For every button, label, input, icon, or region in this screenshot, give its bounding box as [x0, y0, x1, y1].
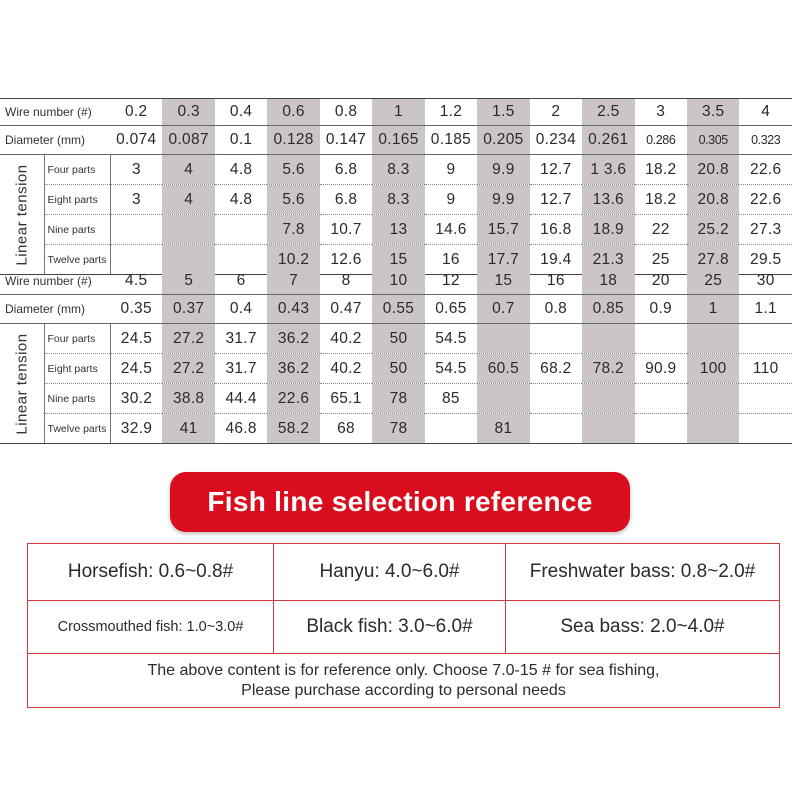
- tension-cell: 22: [635, 215, 687, 245]
- diameter-cell: 0.323: [739, 126, 792, 155]
- tension-cell: 13.6: [582, 185, 634, 215]
- wire-number-label: Wire number (#): [0, 99, 110, 126]
- tension-cell: 25: [635, 245, 687, 275]
- tension-cell: 13: [372, 215, 424, 245]
- wire-number-cell: 12: [425, 268, 477, 295]
- reference-item-hanyu: Hanyu: 4.0~6.0#: [274, 544, 506, 601]
- tension-cell: 9: [425, 155, 477, 185]
- diameter-cell: 0.074: [110, 126, 162, 155]
- diameter-cell: 0.1: [215, 126, 267, 155]
- tension-cell: 46.8: [215, 414, 267, 444]
- tension-cell: 54.5: [425, 354, 477, 384]
- tension-cell: 18.2: [635, 155, 687, 185]
- tension-cell: 12.6: [320, 245, 372, 275]
- wire-number-cell: 8: [320, 268, 372, 295]
- tension-cell: 19.4: [530, 245, 582, 275]
- tension-cell: 10.2: [267, 245, 319, 275]
- tension-row: [0, 414, 792, 444]
- wire-number-row: [0, 268, 792, 295]
- tension-cell: [425, 414, 477, 444]
- tension-row: [0, 155, 792, 185]
- spec-table-1-body: [0, 99, 792, 275]
- tension-cell: 27.2: [162, 324, 214, 354]
- tension-cell: 14.6: [425, 215, 477, 245]
- tension-cell: 16.8: [530, 215, 582, 245]
- tension-cell: 8.3: [372, 155, 424, 185]
- tension-cell: [687, 324, 739, 354]
- tension-cell: 110: [739, 354, 792, 384]
- linear-tension-label: [0, 324, 44, 444]
- tension-cell: 4: [162, 155, 214, 185]
- spec-table-2: [0, 268, 792, 444]
- tension-cell: 58.2: [267, 414, 319, 444]
- tension-cell: [477, 384, 529, 414]
- wire-number-cell: 1.5: [477, 99, 529, 126]
- diameter-cell: 0.4: [215, 295, 267, 324]
- diameter-cell: 0.8: [530, 295, 582, 324]
- tension-cell: [477, 324, 529, 354]
- reference-row: [28, 601, 780, 654]
- tension-cell: 18.2: [635, 185, 687, 215]
- reference-note-row: [28, 654, 780, 708]
- parts-label: Four parts: [44, 324, 110, 354]
- wire-number-cell: 18: [582, 268, 634, 295]
- tension-cell: 5.6: [267, 155, 319, 185]
- wire-number-cell: 15: [477, 268, 529, 295]
- diameter-cell: 0.35: [110, 295, 162, 324]
- tension-cell: 60.5: [477, 354, 529, 384]
- tension-cell: 6.8: [320, 185, 372, 215]
- diameter-cell: 0.234: [530, 126, 582, 155]
- linear-tension-text: Linear tension: [13, 163, 31, 266]
- parts-label: Twelve parts: [44, 245, 110, 275]
- parts-label: Eight parts: [44, 185, 110, 215]
- wire-number-cell: 0.3: [162, 99, 214, 126]
- tension-cell: [530, 324, 582, 354]
- tension-cell: 16: [425, 245, 477, 275]
- tension-cell: 5.6: [267, 185, 319, 215]
- tension-cell: 30.2: [110, 384, 162, 414]
- diameter-cell: 0.305: [687, 126, 739, 155]
- tension-cell: 4.8: [215, 185, 267, 215]
- tension-cell: 15: [372, 245, 424, 275]
- tension-cell: 4.8: [215, 155, 267, 185]
- tension-cell: 21.3: [582, 245, 634, 275]
- tension-cell: [635, 384, 687, 414]
- tension-cell: [162, 215, 214, 245]
- tension-cell: 81: [477, 414, 529, 444]
- tension-cell: 27.3: [739, 215, 792, 245]
- diameter-cell: 0.147: [320, 126, 372, 155]
- tension-cell: [582, 414, 634, 444]
- tension-cell: 90.9: [635, 354, 687, 384]
- tension-cell: 27.8: [687, 245, 739, 275]
- parts-label: Nine parts: [44, 215, 110, 245]
- wire-number-label: Wire number (#): [0, 268, 110, 295]
- tension-row: [0, 215, 792, 245]
- tension-cell: 50: [372, 324, 424, 354]
- reference-note: [28, 654, 780, 708]
- spec-table-2-body: [0, 268, 792, 444]
- wire-number-cell: 3.5: [687, 99, 739, 126]
- wire-number-cell: 16: [530, 268, 582, 295]
- wire-number-cell: 0.4: [215, 99, 267, 126]
- tension-cell: 31.7: [215, 354, 267, 384]
- reference-item-crossmouthed-fish: Crossmouthed fish: 1.0~3.0#: [28, 601, 274, 654]
- tension-cell: 8.3: [372, 185, 424, 215]
- tension-cell: [582, 324, 634, 354]
- diameter-row: [0, 126, 792, 155]
- reference-item-black-fish: Black fish: 3.0~6.0#: [274, 601, 506, 654]
- tension-cell: [739, 324, 792, 354]
- tension-cell: 85: [425, 384, 477, 414]
- diameter-cell: 0.087: [162, 126, 214, 155]
- parts-label: Nine parts: [44, 384, 110, 414]
- tension-row: [0, 384, 792, 414]
- tension-cell: 15.7: [477, 215, 529, 245]
- wire-number-cell: 1.2: [425, 99, 477, 126]
- linear-tension-text: Linear tension: [13, 332, 31, 435]
- tension-cell: 6.8: [320, 155, 372, 185]
- diameter-cell: 0.165: [372, 126, 424, 155]
- tension-cell: 20.8: [687, 155, 739, 185]
- tension-cell: 27.2: [162, 354, 214, 384]
- tension-cell: 36.2: [267, 324, 319, 354]
- tension-cell: [687, 384, 739, 414]
- tension-cell: 54.5: [425, 324, 477, 354]
- tension-cell: 50: [372, 354, 424, 384]
- parts-label: Twelve parts: [44, 414, 110, 444]
- tension-cell: 78: [372, 384, 424, 414]
- diameter-cell: 0.43: [267, 295, 319, 324]
- diameter-cell: 0.7: [477, 295, 529, 324]
- linear-tension-label: [0, 155, 44, 275]
- tension-row: [0, 324, 792, 354]
- diameter-cell: 0.85: [582, 295, 634, 324]
- wire-number-cell: 4: [739, 99, 792, 126]
- tension-row: [0, 354, 792, 384]
- tension-cell: 1 3.6: [582, 155, 634, 185]
- tension-cell: [530, 384, 582, 414]
- tension-cell: 3: [110, 185, 162, 215]
- diameter-cell: 1: [687, 295, 739, 324]
- wire-number-cell: 10: [372, 268, 424, 295]
- tension-cell: 36.2: [267, 354, 319, 384]
- tension-cell: 38.8: [162, 384, 214, 414]
- tension-cell: [739, 414, 792, 444]
- tension-cell: 44.4: [215, 384, 267, 414]
- diameter-cell: 0.37: [162, 295, 214, 324]
- tension-cell: 100: [687, 354, 739, 384]
- tension-cell: 22.6: [739, 155, 792, 185]
- diameter-row: [0, 295, 792, 324]
- diameter-label: Diameter (mm): [0, 295, 110, 324]
- tension-cell: 68.2: [530, 354, 582, 384]
- reference-note-line-2: Please purchase according to personal needs: [241, 681, 566, 699]
- diameter-cell: 0.47: [320, 295, 372, 324]
- tension-cell: 3: [110, 155, 162, 185]
- reference-table: [27, 543, 780, 708]
- parts-label: Eight parts: [44, 354, 110, 384]
- wire-number-cell: 20: [635, 268, 687, 295]
- reference-item-freshwater-bass: Freshwater bass: 0.8~2.0#: [506, 544, 780, 601]
- wire-number-cell: 1: [372, 99, 424, 126]
- diameter-cell: 0.286: [635, 126, 687, 155]
- tension-cell: 22.6: [267, 384, 319, 414]
- diameter-cell: 0.55: [372, 295, 424, 324]
- tension-cell: 25.2: [687, 215, 739, 245]
- tension-cell: 32.9: [110, 414, 162, 444]
- diameter-cell: 0.185: [425, 126, 477, 155]
- wire-number-cell: 4.5: [110, 268, 162, 295]
- tension-cell: 10.7: [320, 215, 372, 245]
- tension-cell: [530, 414, 582, 444]
- tension-cell: [635, 414, 687, 444]
- diameter-label: Diameter (mm): [0, 126, 110, 155]
- wire-number-cell: 2: [530, 99, 582, 126]
- reference-note-line-1: The above content is for reference only. Choose 7.0-15 # for sea fishing,: [147, 661, 660, 679]
- tension-cell: 65.1: [320, 384, 372, 414]
- tension-cell: 31.7: [215, 324, 267, 354]
- tension-cell: [215, 215, 267, 245]
- wire-number-row: [0, 99, 792, 126]
- tension-cell: 78.2: [582, 354, 634, 384]
- tension-cell: [110, 215, 162, 245]
- tension-cell: [635, 324, 687, 354]
- tension-cell: [739, 384, 792, 414]
- tension-cell: 18.9: [582, 215, 634, 245]
- diameter-cell: 0.65: [425, 295, 477, 324]
- tension-row: [0, 185, 792, 215]
- wire-number-cell: 30: [739, 268, 792, 295]
- diameter-cell: 0.128: [267, 126, 319, 155]
- diameter-cell: 0.9: [635, 295, 687, 324]
- wire-number-cell: 0.2: [110, 99, 162, 126]
- tension-cell: 24.5: [110, 324, 162, 354]
- tension-cell: 17.7: [477, 245, 529, 275]
- wire-number-cell: 7: [267, 268, 319, 295]
- reference-title-banner: Fish line selection reference: [170, 472, 630, 532]
- parts-label: Four parts: [44, 155, 110, 185]
- wire-number-cell: 5: [162, 268, 214, 295]
- tension-cell: 7.8: [267, 215, 319, 245]
- reference-item-sea-bass: Sea bass: 2.0~4.0#: [506, 601, 780, 654]
- reference-row: [28, 544, 780, 601]
- tension-cell: 9.9: [477, 185, 529, 215]
- tension-cell: 78: [372, 414, 424, 444]
- wire-number-cell: 3: [635, 99, 687, 126]
- tension-cell: 20.8: [687, 185, 739, 215]
- wire-number-cell: 2.5: [582, 99, 634, 126]
- diameter-cell: 1.1: [739, 295, 792, 324]
- tension-cell: [582, 384, 634, 414]
- reference-item-horsefish: Horsefish: 0.6~0.8#: [28, 544, 274, 601]
- tension-cell: 41: [162, 414, 214, 444]
- tension-cell: 9: [425, 185, 477, 215]
- wire-number-cell: 0.6: [267, 99, 319, 126]
- diameter-cell: 0.261: [582, 126, 634, 155]
- tension-cell: 9.9: [477, 155, 529, 185]
- tension-cell: 68: [320, 414, 372, 444]
- tension-cell: 12.7: [530, 155, 582, 185]
- wire-number-cell: 0.8: [320, 99, 372, 126]
- tension-cell: 40.2: [320, 324, 372, 354]
- wire-number-cell: 25: [687, 268, 739, 295]
- spec-table-1: [0, 98, 792, 275]
- tension-cell: 22.6: [739, 185, 792, 215]
- diameter-cell: 0.205: [477, 126, 529, 155]
- tension-cell: 12.7: [530, 185, 582, 215]
- tension-cell: 40.2: [320, 354, 372, 384]
- tension-cell: 29.5: [739, 245, 792, 275]
- wire-number-cell: 6: [215, 268, 267, 295]
- tension-cell: [687, 414, 739, 444]
- tension-cell: 24.5: [110, 354, 162, 384]
- tension-cell: 4: [162, 185, 214, 215]
